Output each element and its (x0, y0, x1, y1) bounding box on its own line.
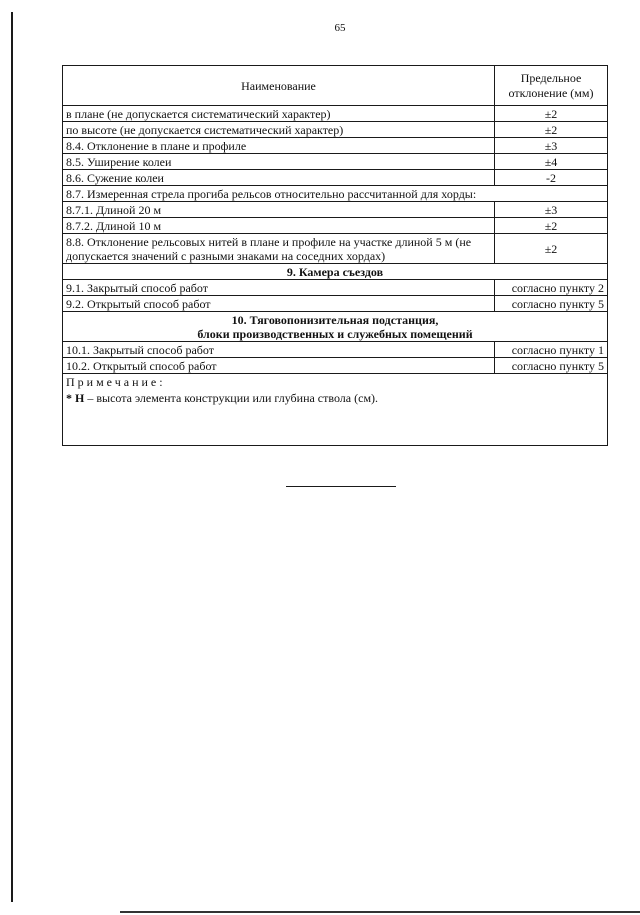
table-row (63, 138, 608, 154)
row-name: в плане (не допускается систематический характер) (63, 106, 495, 122)
section-title-line2: блоки производственных и служебных помещений (197, 327, 473, 341)
row-name: 8.8. Отклонение рельсовых нитей в плане и профиле на участке длиной 5 м (не допускается значений с разными знаками на соседних хордах) (63, 234, 495, 264)
row-name: 8.7.1. Длиной 20 м (63, 202, 495, 218)
row-value: ±4 (495, 154, 608, 170)
header-limit-line2: отклонение (мм) (508, 86, 594, 100)
row-name: 8.5. Уширение колеи (63, 154, 495, 170)
row-value: ±2 (495, 218, 608, 234)
table-row (63, 218, 608, 234)
row-name: 10.2. Открытый способ работ (63, 358, 495, 374)
section-header-row (63, 312, 608, 342)
table-row (63, 342, 608, 358)
row-value: ±2 (495, 234, 608, 264)
note-marker: * H (66, 391, 85, 405)
table-row (63, 170, 608, 186)
row-name-spanning: 8.7. Измеренная стрела прогиба рельсов относительно рассчитанной для хорды: (63, 186, 608, 202)
row-name: 9.2. Открытый способ работ (63, 296, 495, 312)
row-value: согласно пункту 2 (495, 280, 608, 296)
row-name: 8.7.2. Длиной 10 м (63, 218, 495, 234)
note-title: Примечание: (66, 375, 166, 389)
page-number: 65 (334, 22, 346, 34)
row-value: согласно пункту 1 (495, 342, 608, 358)
row-value: согласно пункту 5 (495, 358, 608, 374)
row-value: ±3 (495, 138, 608, 154)
end-divider (286, 486, 396, 487)
table-row (63, 296, 608, 312)
scan-edge-bottom (120, 911, 640, 913)
section-header-row (63, 264, 608, 280)
table-row (63, 154, 608, 170)
header-limit (495, 66, 608, 106)
table-header-row (63, 66, 608, 106)
row-value: согласно пункту 5 (495, 296, 608, 312)
row-name: 9.1. Закрытый способ работ (63, 280, 495, 296)
table-row (63, 106, 608, 122)
table-row (63, 280, 608, 296)
note-line (66, 391, 604, 405)
row-name: 8.4. Отклонение в плане и профиле (63, 138, 495, 154)
scan-edge-left (11, 12, 13, 902)
row-value: -2 (495, 170, 608, 186)
header-limit-line1: Предельное (520, 71, 582, 85)
table-row (63, 358, 608, 374)
row-name: 8.6. Сужение колеи (63, 170, 495, 186)
header-name: Наименование (63, 66, 495, 106)
row-name: по высоте (не допускается систематический характер) (63, 122, 495, 138)
section-title: 9. Камера съездов (63, 264, 608, 280)
note (63, 374, 608, 446)
note-row (63, 374, 608, 446)
section-title-line1: 10. Тяговопонизительная подстанция, (231, 313, 439, 327)
row-name: 10.1. Закрытый способ работ (63, 342, 495, 358)
row-value: ±2 (495, 106, 608, 122)
row-value: ±3 (495, 202, 608, 218)
table-row (63, 234, 608, 264)
table-row (63, 186, 608, 202)
deviation-table (62, 65, 608, 446)
row-value: ±2 (495, 122, 608, 138)
table-row (63, 122, 608, 138)
note-text: – высота элемента конструкции или глубина ствола (см). (84, 391, 379, 405)
table-row (63, 202, 608, 218)
section-title (63, 312, 608, 342)
